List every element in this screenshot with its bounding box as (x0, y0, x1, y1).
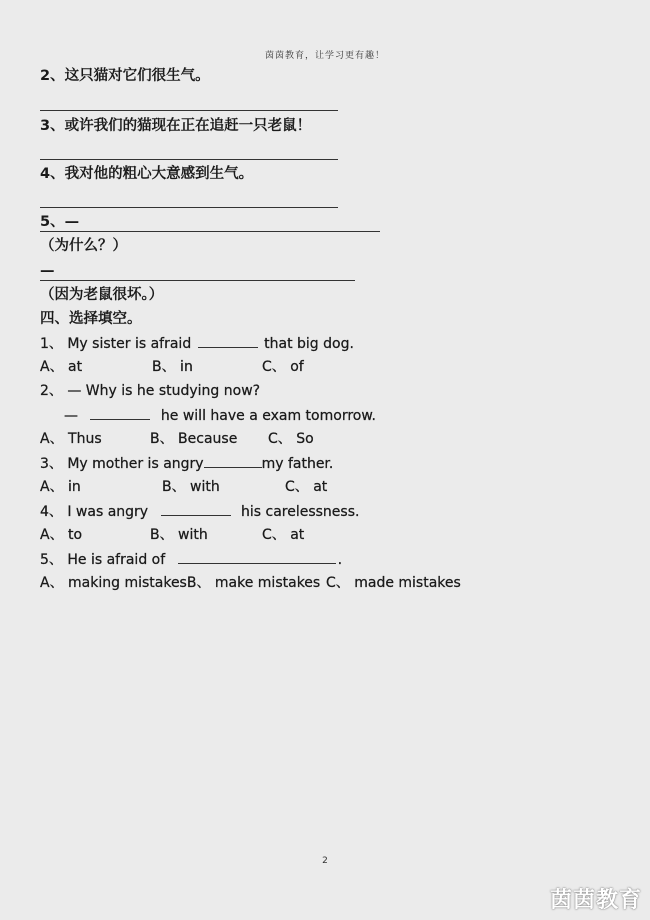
answer-line-2[interactable] (40, 110, 338, 111)
choice-1-option-b[interactable]: B、 in (152, 359, 193, 375)
choice-2-option-a[interactable]: A、 Thus (40, 431, 102, 447)
answer-line-4[interactable] (40, 207, 338, 208)
item-2: 2、这只猫对它们很生气。 (40, 68, 210, 84)
choice-3-blank[interactable] (204, 453, 262, 468)
choice-2-text-post: he will have a exam tomorrow. (160, 408, 376, 424)
choice-5-text-pre: 5、 He is afraid of (40, 552, 166, 568)
choice-2-blank[interactable] (90, 405, 150, 420)
watermark: 茵茵教育 (549, 888, 642, 913)
item-4: 4、我对他的粗心大意感到生气。 (40, 166, 254, 182)
choice-question-4 (40, 501, 359, 522)
choice-2-option-c[interactable]: C、 So (268, 431, 314, 447)
choice-4-option-c[interactable]: C、 at (262, 527, 305, 543)
choice-question-1 (40, 333, 354, 354)
choice-3-text-post: my father. (261, 456, 334, 472)
item-5-note-why: （为什么？） (40, 238, 127, 254)
choice-1-text-pre: 1、 My sister is afraid (40, 336, 192, 352)
answer-line-3[interactable] (40, 159, 338, 160)
item-5: 5、— (40, 214, 80, 230)
choice-1-option-a[interactable]: A、 at (40, 359, 83, 375)
item-3: 3、或许我们的猫现在正在追赶一只老鼠！ (40, 118, 312, 134)
answer-line-5b[interactable] (40, 280, 355, 281)
choice-3-option-c[interactable]: C、 at (285, 479, 328, 495)
item-5-note-because: （因为老鼠很坏。） (40, 287, 164, 303)
choice-3-text-pre: 3、 My mother is angry (40, 456, 204, 472)
answer-line-5a[interactable] (40, 231, 380, 232)
page-header: 茵茵教育，让学习更有趣！ (264, 51, 385, 61)
choice-3-option-b[interactable]: B、 with (162, 479, 220, 495)
choice-5-text-post: . (337, 552, 343, 568)
section-title: 四、选择填空。 (40, 311, 142, 327)
item-5-dash: — (40, 263, 55, 279)
choice-question-2: 2、 — Why is he studying now? (40, 383, 261, 399)
choice-4-option-a[interactable]: A、 to (40, 527, 83, 543)
choice-4-blank[interactable] (161, 501, 231, 516)
choice-4-text-pre: 4、 I was angry (40, 504, 149, 520)
choice-question-3 (40, 453, 333, 474)
choice-question-5 (40, 549, 342, 570)
choice-5-blank[interactable] (178, 549, 336, 564)
choice-4-option-b[interactable]: B、 with (150, 527, 208, 543)
choice-2-option-b[interactable]: B、 Because (150, 431, 238, 447)
choice-1-text-post: that big dog. (264, 336, 354, 352)
page-number: 2 (322, 856, 328, 866)
choice-question-2-line2 (64, 405, 376, 426)
choice-5-option-ab[interactable]: A、 making mistakesB、 make mistakes (40, 575, 321, 591)
choice-3-option-a[interactable]: A、 in (40, 479, 81, 495)
choice-1-option-c[interactable]: C、 of (262, 359, 304, 375)
choice-4-text-post: his carelessness. (241, 504, 360, 520)
choice-2-dash: — (64, 408, 78, 424)
choice-5-option-c[interactable]: C、 made mistakes (326, 575, 461, 591)
choice-1-blank[interactable] (198, 333, 258, 348)
